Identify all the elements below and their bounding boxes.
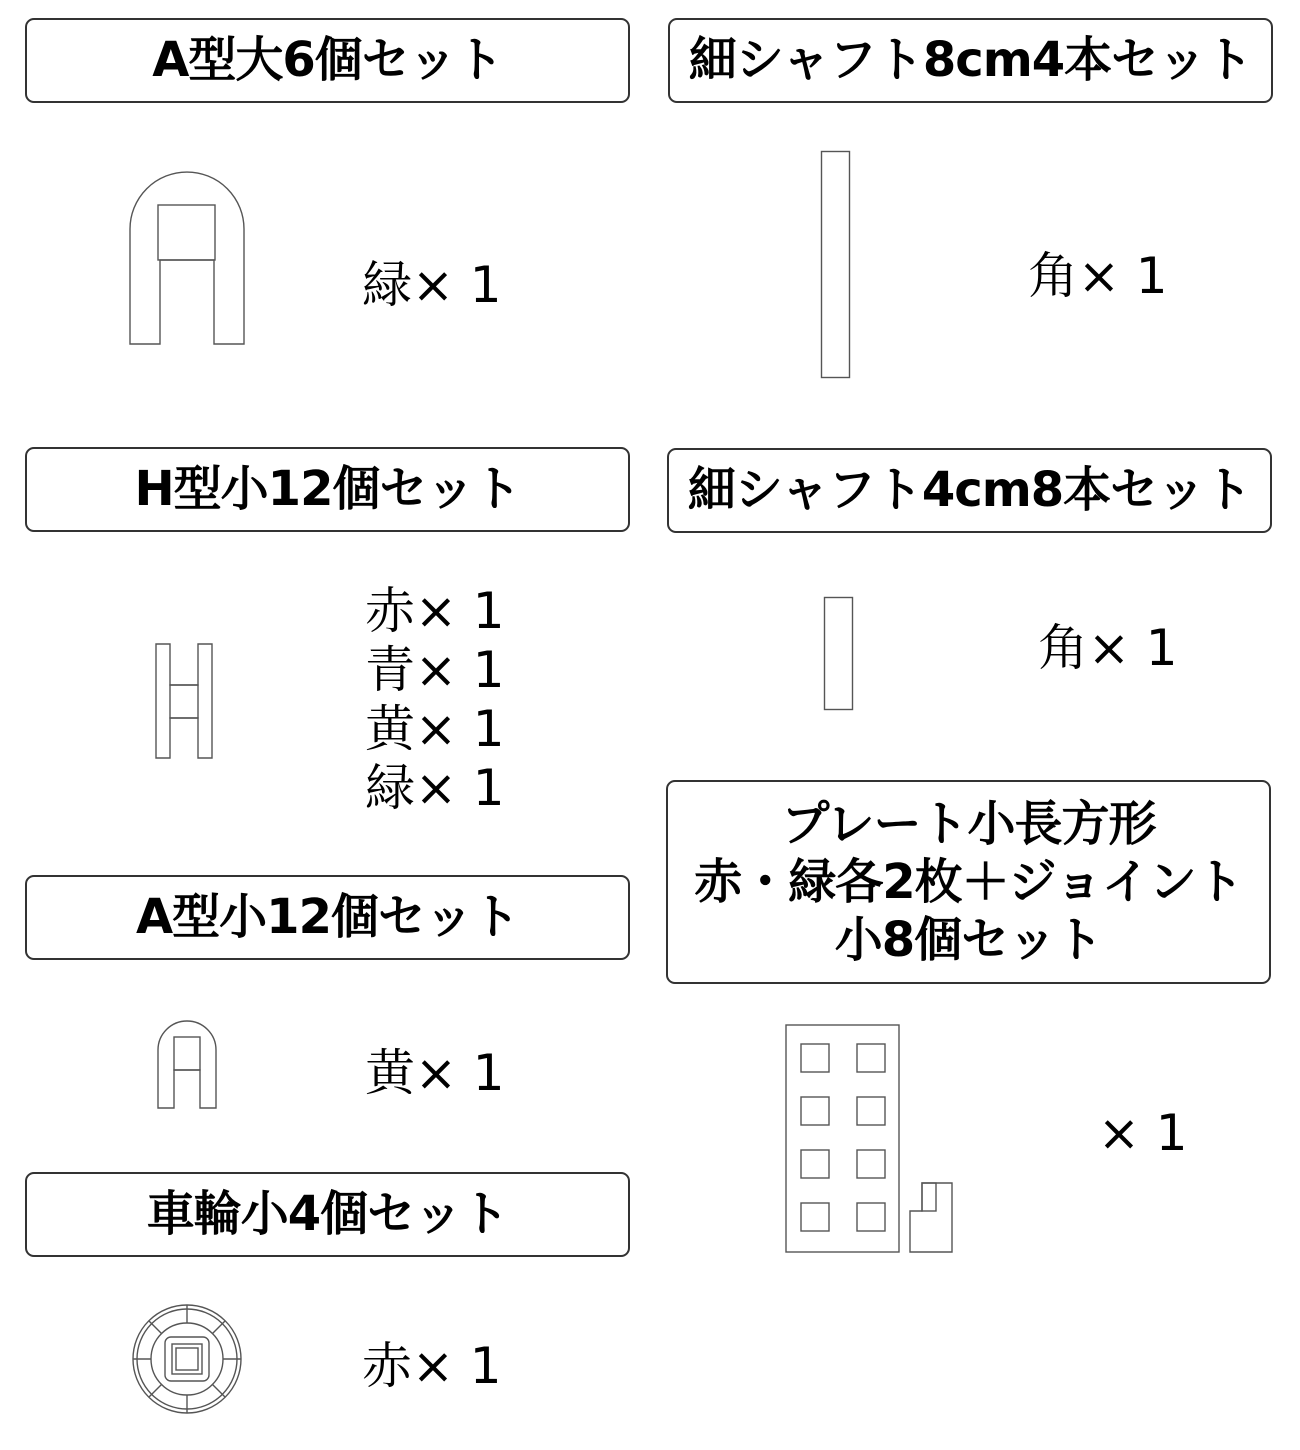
wheel-small-icon [130, 1302, 245, 1417]
quantity-h-small-red: 赤× 1 [365, 582, 505, 640]
title-a-small-set: A型小12個セット [25, 875, 630, 960]
title-h-small-set: H型小12個セット [25, 447, 630, 532]
title-plate-set-line-2: 赤・緑各2枚＋ジョイント [694, 854, 1243, 910]
title-plate-set [666, 780, 1271, 984]
title-plate-set-line-1: プレート小長方形 [781, 796, 1156, 852]
quantity-list-h-small [365, 582, 505, 818]
quantity-shaft-4cm: 角× 1 [1038, 619, 1178, 677]
shaft-4cm-icon [822, 596, 856, 713]
quantity-shaft-8cm: 角× 1 [1028, 247, 1168, 305]
title-a-large-set: A型大6個セット [25, 18, 630, 103]
plate-with-joints-icon [783, 1022, 958, 1257]
quantity-plate-set: × 1 [1098, 1104, 1188, 1162]
a-shape-small-icon [155, 1020, 220, 1115]
quantity-h-small-blue: 青× 1 [365, 641, 505, 699]
quantity-a-small: 黄× 1 [365, 1044, 505, 1102]
shaft-8cm-icon [820, 150, 852, 380]
quantity-h-small-green: 緑× 1 [365, 759, 505, 817]
h-shape-small-icon [155, 643, 215, 761]
quantity-wheel-small: 赤× 1 [362, 1337, 502, 1395]
title-shaft-8cm-set: 細シャフト8cm4本セット [668, 18, 1273, 103]
a-shape-large-icon [125, 172, 250, 352]
title-wheel-small-set: 車輪小4個セット [25, 1172, 630, 1257]
quantity-a-large: 緑× 1 [362, 256, 502, 314]
title-plate-set-line-3: 小8個セット [834, 912, 1103, 968]
quantity-h-small-yellow: 黄× 1 [365, 700, 505, 758]
title-shaft-4cm-set: 細シャフト4cm8本セット [667, 448, 1272, 533]
